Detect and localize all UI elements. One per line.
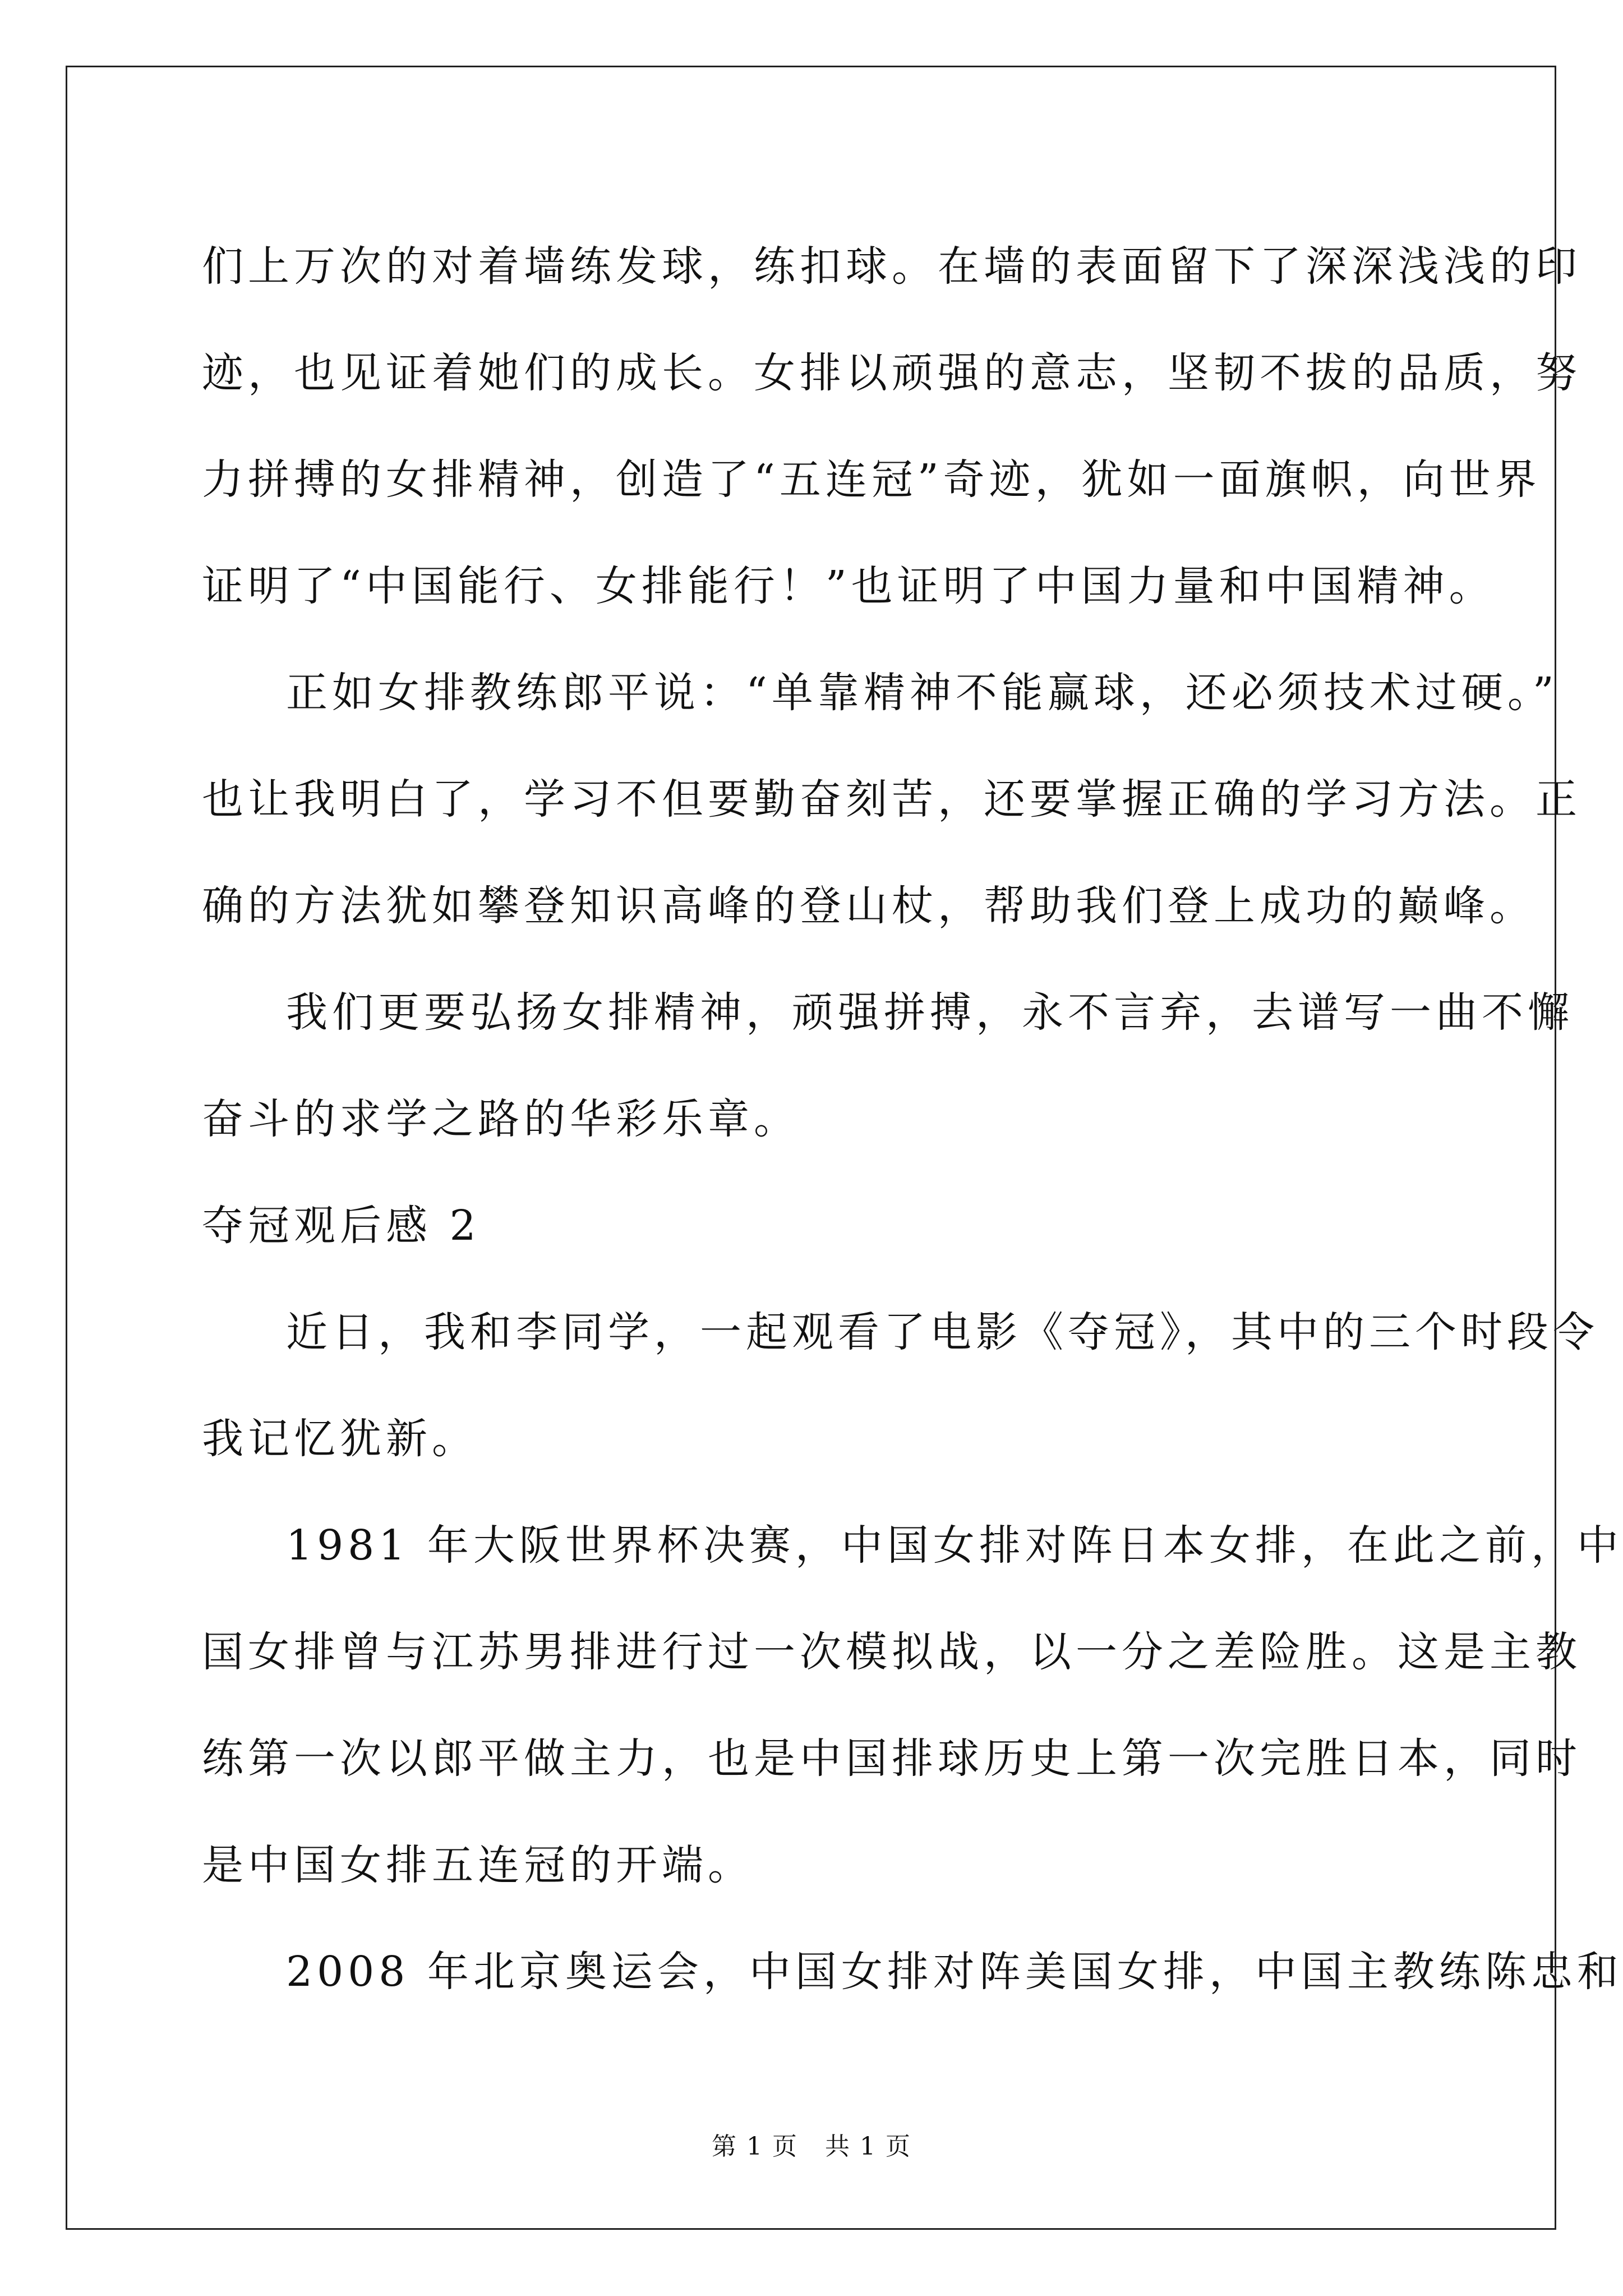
paragraph-line: 是中国女排五连冠的开端。: [202, 1841, 754, 1889]
paragraph-line: 1981 年大阪世界杯决赛，中国女排对阵日本女排，在此之前，中: [286, 1521, 1623, 1570]
paragraph-line: 也让我明白了，学习不但要勤奋刻苦，还要掌握正确的学习方法。正: [202, 775, 1581, 823]
paragraph-line: 近日，我和李同学，一起观看了电影《夺冠》，其中的三个时段令: [286, 1308, 1599, 1356]
document-body: [202, 213, 1623, 2025]
paragraph-line: 迹，也见证着她们的成长。女排以顽强的意志，坚韧不拔的品质，努: [202, 349, 1581, 397]
paragraph-line: 力拼搏的女排精神，创造了“五连冠”奇迹，犹如一面旗帜，向世界: [202, 455, 1541, 504]
paragraph-line: 证明了“中国能行、女排能行！”也证明了中国力量和中国精神。: [202, 562, 1495, 610]
paragraph-line: 确的方法犹如攀登知识高峰的登山杖，帮助我们登上成功的巅峰。: [202, 882, 1536, 930]
paragraph-line: 我记忆犹新。: [202, 1415, 478, 1463]
paragraph-line: 2008 年北京奥运会，中国女排对阵美国女排，中国主教练陈忠和: [286, 1948, 1623, 1996]
paragraph-line: 正如女排教练郎平说：“单靠精神不能赢球，还必须技术过硬。”: [286, 669, 1559, 717]
page-footer: 第 1 页 共 1 页: [712, 2132, 911, 2161]
paragraph-line: 我们更要弘扬女排精神，顽强拼搏，永不言弃，去谱写一曲不懈: [286, 988, 1574, 1037]
paragraph-line: 国女排曾与江苏男排进行过一次模拟战，以一分之差险胜。这是主教: [202, 1628, 1581, 1676]
paragraph-line: 奋斗的求学之路的华彩乐章。: [202, 1095, 800, 1143]
section-heading: 夺冠观后感 2: [202, 1202, 481, 1250]
paragraph-line: 练第一次以郎平做主力，也是中国排球历史上第一次完胜日本，同时: [202, 1734, 1581, 1783]
paragraph-line: 们上万次的对着墙练发球，练扣球。在墙的表面留下了深深浅浅的印: [202, 242, 1581, 291]
